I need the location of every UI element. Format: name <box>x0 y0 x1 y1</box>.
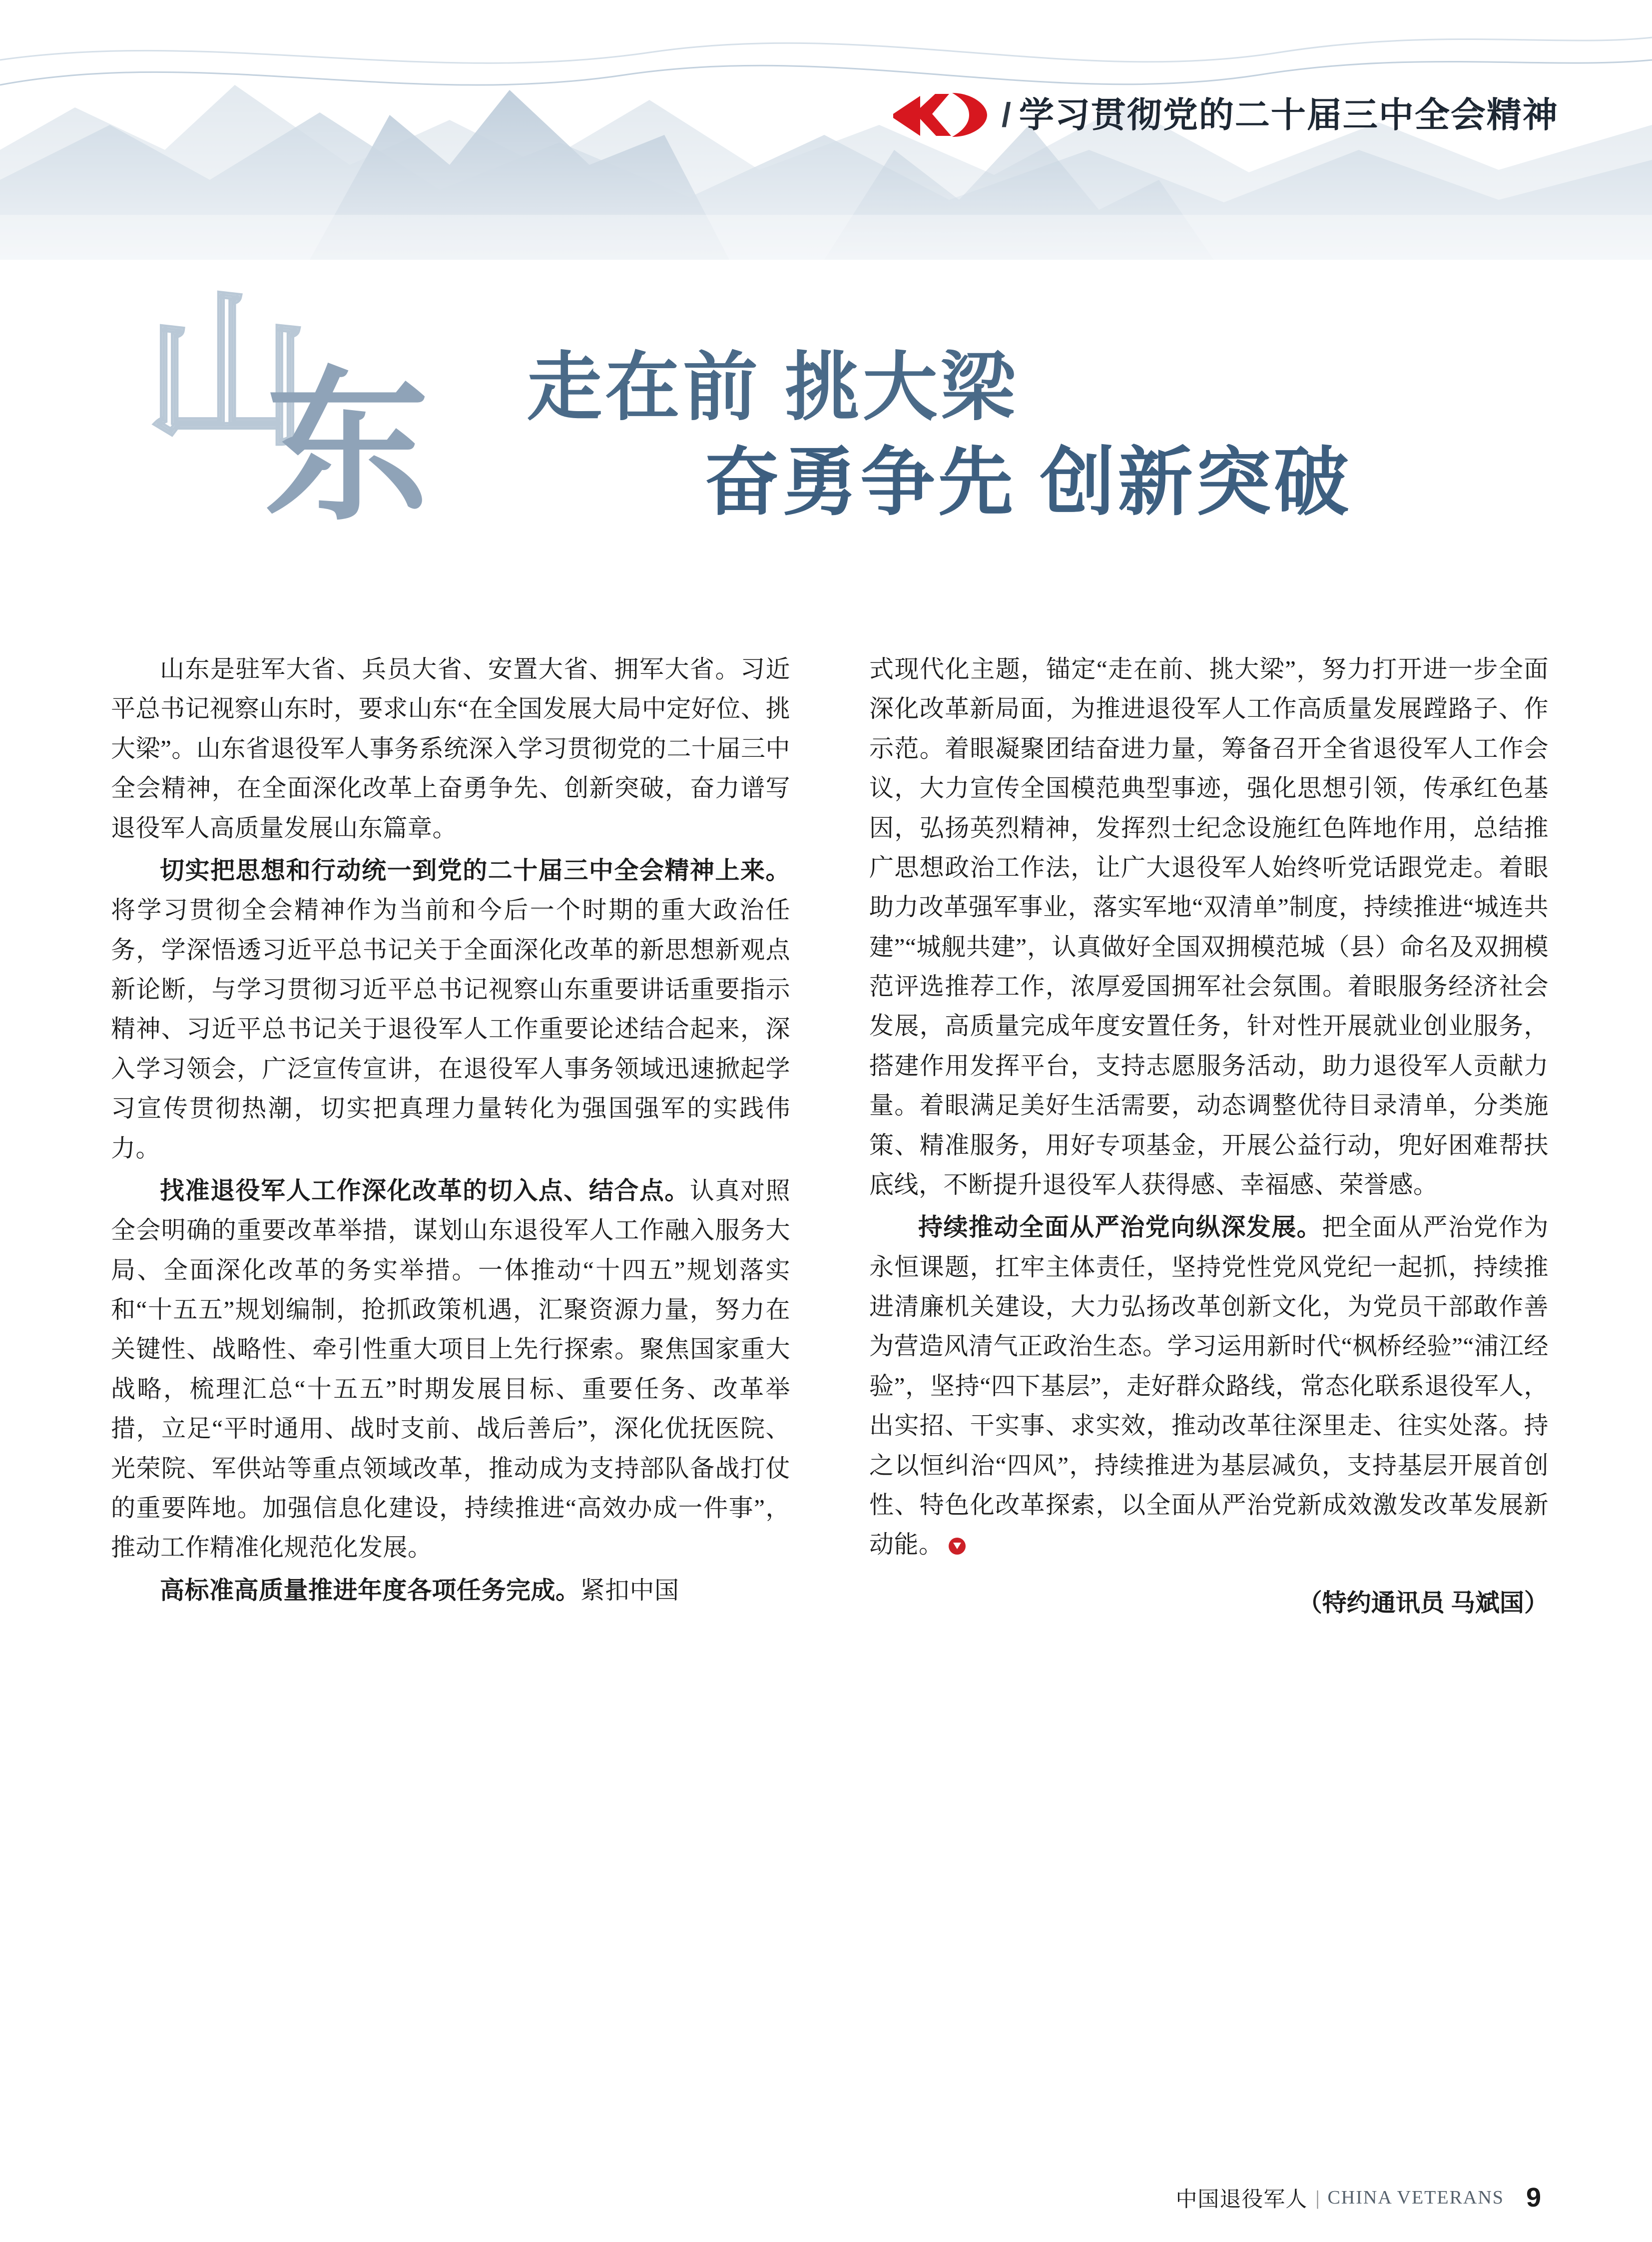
paragraph-text: 紧扣中国 <box>580 1576 679 1604</box>
title-big-char-solid: 东 <box>265 355 430 539</box>
footer-divider: | <box>1315 2186 1320 2209</box>
paragraph-text: 山东是驻军大省、兵员大省、安置大省、拥军大省。习近平总书记视察山东时，要求山东“在全国发展大局中定好位、挑大梁”。山东省退役军人事务系统深入学习贯彻党的二十届三中全会精神，在全面深化改革上奋勇争先、创新突破，奋力谱写退役军人高质量发展山东篇章。 <box>111 655 790 842</box>
paragraph-text: 式现代化主题，锚定“走在前、挑大梁”，努力打开进一步全面深化改革新局面，为推进退役军人工作高质量发展蹚路子、作示范。着眼凝聚团结奋进力量，筹备召开全省退役军人工作会议，大力宣传全国模范典型事迹，强化思想引领，传承红色基因，弘扬英烈精神，发挥烈士纪念设施红色阵地作用，总结推广思想政治工作法，让广大退役军人始终听党话跟党走。着眼助力改革强军事业，落实军地“双清单”制度，持续推进“城连共建”“城舰共建”，认真做好全国双拥模范城（县）命名及双拥模范评选推荐工作，浓厚爱国拥军社会氛围。着眼服务经济社会发展，高质量完成年度安置任务，针对性开展就业创业服务，搭建作用发挥平台，支持志愿服务活动，助力退役军人贡献力量。着眼满足美好生活需要，动态调整优待目录清单，分类施策、精准服务，用好专项基金，开展公益行动，兜好困难帮扶底线，不断提升退役军人获得感、幸福感、荣誉感。 <box>869 655 1549 1198</box>
paragraph-lead: 高标准高质量推进年度各项任务完成。 <box>160 1576 580 1604</box>
paragraph <box>111 1571 790 1610</box>
banner-title: 学习贯彻党的二十届三中全会精神 <box>1019 95 1559 134</box>
footer-page-number: 9 <box>1526 2183 1541 2213</box>
paragraph <box>869 1207 1549 1564</box>
section-banner <box>889 87 1559 142</box>
paragraph-text: 把全面从严治党作为永恒课题，扛牢主体责任，坚持党性党风党纪一起抓，持续推进清廉机关建设，大力弘扬改革创新文化，为党员干部敢作善为营造风清气正政治生态。学习运用新时代“枫桥经验”“浦江经验”，坚持“四下基层”，走好群众路线，常态化联系退役军人，出实招、干实事、求实效，推动改革往深里走、往实处落。持之以恒纠治“四风”，持续推进为基层减负，支持基层开展首创性、特色化改革探索，以全面从严治党新成效激发改革发展新动能。 <box>869 1213 1549 1559</box>
paragraph-lead: 找准退役军人工作深化改革的切入点、结合点。 <box>160 1176 690 1204</box>
magazine-red-logo-icon <box>889 88 997 142</box>
title-big-char-outline: 山 <box>145 280 310 464</box>
banner-slash: / <box>1002 96 1011 134</box>
title-headline-line1: 走在前 挑大梁 <box>527 345 1019 429</box>
footer-magazine-name-en: CHINA VETERANS <box>1327 2187 1504 2208</box>
article-byline: （特约通讯员 马斌国） <box>1297 1589 1549 1617</box>
paragraph <box>869 649 1549 1204</box>
paragraph <box>111 851 790 1168</box>
paragraph-text: 将学习贯彻全会精神作为当前和今后一个时期的重大政治任务，学深悟透习近平总书记关于全面深化改革的新思想新观点新论断，与学习贯彻习近平总书记视察山东重要讲话重要指示精神、习近平总书记关于退役军人工作重要论述结合起来，深入学习领会，广泛宣传宣讲，在退役军人事务领域迅速掀起学习宣传贯彻热潮，切实把真理力量转化为强国强军的实践伟力。 <box>111 896 790 1162</box>
article-body <box>111 649 1550 1619</box>
article-column-left <box>111 649 790 1619</box>
end-of-article-icon <box>949 1538 966 1555</box>
paragraph-lead: 持续推动全面从严治党向纵深发展。 <box>918 1213 1322 1241</box>
article-column-right <box>869 649 1549 1619</box>
paragraph <box>111 649 790 848</box>
paragraph-lead: 切实把思想和行动统一到党的二十届三中全会精神上来。 <box>160 856 790 884</box>
page-footer <box>0 2182 1652 2213</box>
title-headline-line2: 奋勇争先 创新突破 <box>704 440 1352 524</box>
paragraph-text: 认真对照全会明确的重要改革举措，谋划山东退役军人工作融入服务大局、全面深化改革的务实举措。一体推动“十四五”规划落实和“十五五”规划编制，抢抓政策机遇，汇聚资源力量，努力在关键性、战略性、牵引性重大项目上先行探索。聚焦国家重大战略，梳理汇总“十五五”时期发展目标、重要任务、改革举措，立足“平时通用、战时支前、战后善后”，深化优抚医院、光荣院、军供站等重点领域改革，推动成为支持部队备战打仗的重要阵地。加强信息化建设，持续推进“高效办成一件事”，推动工作精准化规范化发展。 <box>111 1176 790 1562</box>
page-title <box>0 280 1652 589</box>
footer-magazine-name-cn: 中国退役军人 <box>1175 2187 1308 2212</box>
paragraph <box>111 1171 790 1568</box>
